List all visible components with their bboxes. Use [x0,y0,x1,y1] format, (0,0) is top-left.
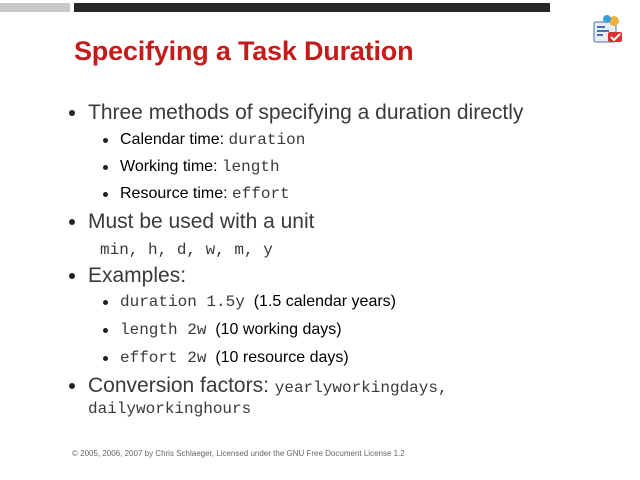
example-2-desc: (10 working days) [215,321,342,338]
calendar-code: duration [228,131,306,149]
page-title: Specifying a Task Duration [74,36,414,66]
list-item-example-3 [120,349,349,367]
list-item-working [120,158,280,176]
list-item-conversion [88,374,448,398]
methods-text: Three methods of specifying a duration directly [88,101,524,124]
working-code: length [221,158,280,176]
conversion-code-2: dailyworkinghours [88,400,252,418]
list-item-methods [88,101,523,125]
bullet-icon [103,300,108,305]
bullet-icon [69,273,75,279]
example-3-desc: (10 resource days) [215,349,349,366]
working-label: Working time: [120,158,222,175]
bullet-icon [103,328,108,333]
unit-code: min, h, d, w, m, y [100,241,273,259]
resource-code: effort [232,185,290,203]
list-item-example-1 [120,293,396,311]
list-item-calendar [120,131,305,149]
bullet-icon [103,192,108,197]
conversion-text: Conversion factors [88,374,264,397]
bullet-icon [69,383,75,389]
conversion-colon: : [263,374,275,397]
bullet-icon [69,110,75,116]
unit-text: Must be used with a unit [88,210,315,233]
list-item-unit [88,210,314,234]
examples-colon: : [180,264,187,287]
resource-label: Resource time: [120,185,233,202]
bullet-icon [103,138,108,143]
bullet-icon [69,219,75,225]
calendar-label: Calendar time: [120,131,229,148]
example-1-code: duration 1.5y [120,293,245,311]
list-item-resource [120,185,290,203]
conversion-code-1: yearlyworkingdays, [274,379,448,397]
list-item-example-2 [120,321,342,339]
example-1-desc: (1.5 calendar years) [253,293,397,310]
list-item-examples [88,264,186,288]
example-3-code: effort 2w [120,349,207,367]
bullet-icon [103,165,108,170]
copyright-footer: © 2005, 2006, 2007 by Chris Schlaeger, Licensed under the GNU Free Document License 1.2 [72,449,405,458]
examples-text: Examples [88,264,181,287]
example-2-code: length 2w [120,321,207,339]
bullet-icon [103,356,108,361]
